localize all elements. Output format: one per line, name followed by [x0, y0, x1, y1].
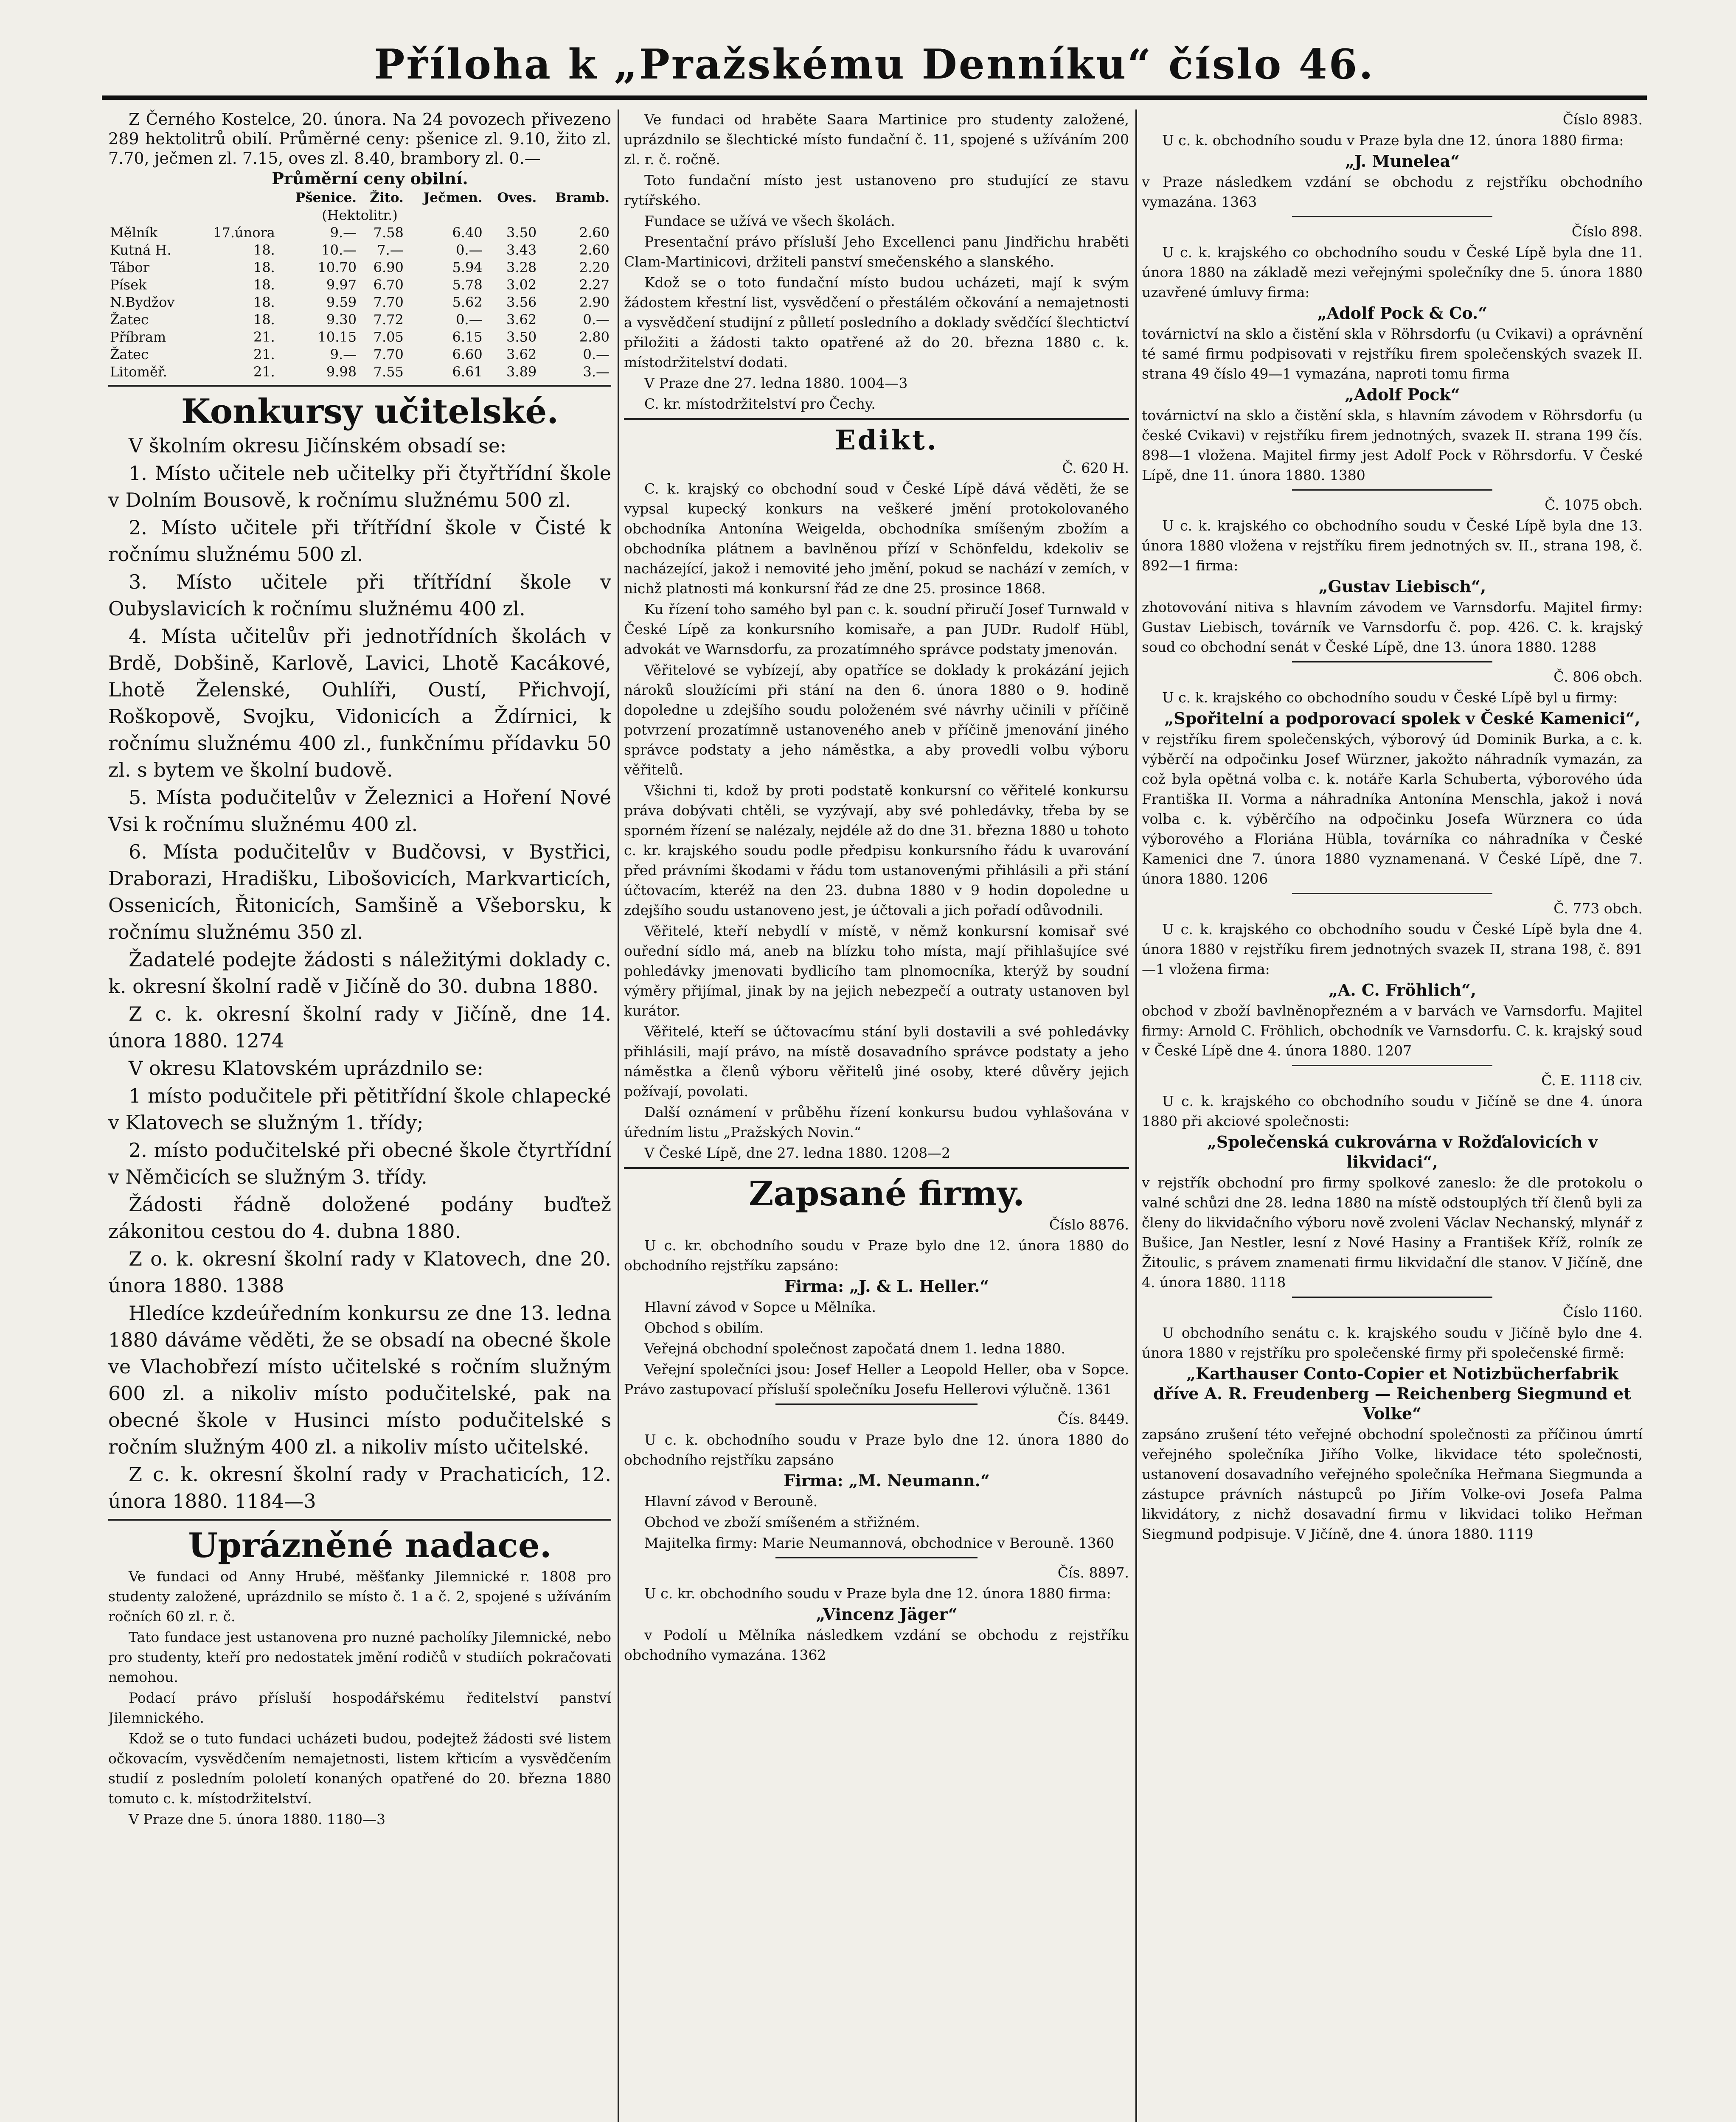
prices-cell: 3.28: [506, 259, 537, 275]
market-report: Z Černého Kostelce, 20. února. Na 24 povozech přivezeno 289 hektolitrů obilí. Průměrné ceny: pšenice zl. 9.10, žito zl. 7.70, ječmen zl. 7.15, oves zl. 8.40, brambory zl. 0.—: [108, 110, 611, 168]
prices-cell: 17.února: [213, 225, 275, 241]
prices-cell: 10.—: [321, 242, 357, 258]
prices-cell: Písek: [110, 277, 147, 293]
paragraph: Fundace se užívá ve všech školách.: [644, 213, 895, 229]
konkursy-body: [108, 432, 611, 1515]
prices-row: [108, 276, 611, 294]
prices-cell: 9.59: [326, 294, 357, 310]
prices-cell: 7.05: [373, 329, 404, 345]
prices-cell: 10.15: [317, 329, 357, 345]
divider: [108, 385, 611, 387]
entry-body: U c. k. krajského co obchodního soudu v České Lípě byla dne 13. února 1880 vložena v rejstříku firem jednotných sv. II., strana 198, č. 892—1 firma:: [1142, 517, 1643, 574]
short-divider: [1292, 1297, 1492, 1298]
prices-cell: 10.70: [317, 259, 357, 275]
paragraph: Kdož se o tuto fundaci ucházeti budou, podejtež žádosti své listem očkovacím, vysvědčením nemajetnosti, listem křticím a vysvědčením studií z posledním pololetí konaných opatřené do 20. března 1880 tomuto c. k. místodržitelství.: [108, 1730, 611, 1807]
firm-line: Veřejní společníci jsou: Josef Heller a Leopold Heller, oba v Sopce. Právo zastupovací přísluší společníku Josefu Hellerovi výlučně. 1361: [624, 1361, 1129, 1398]
prices-cell: 0.—: [583, 312, 610, 328]
paragraph: V Praze dne 5. února 1880. 1180—3: [129, 1811, 386, 1827]
prices-cell: 5.78: [452, 277, 483, 293]
prices-cell: Kutná H.: [110, 242, 171, 258]
prices-header-row: [108, 189, 611, 207]
prices-cell: 5.62: [452, 294, 483, 310]
firm-name: Firma: „M. Neumann.“: [784, 1471, 990, 1490]
prices-cell: 2.20: [579, 259, 610, 275]
prices-cell: 2.60: [579, 242, 610, 258]
entry-number: Č. E. 1118 civ.: [1541, 1072, 1643, 1089]
firm-number: Čís. 8449.: [1057, 1411, 1129, 1427]
prices-cell: 7.58: [373, 225, 404, 241]
prices-cell: 3.62: [506, 312, 537, 328]
nadace-title: Uprázněné nadace.: [188, 1525, 552, 1565]
entry-number: Č. 806 obch.: [1553, 668, 1643, 685]
prices-cell: 6.60: [452, 346, 483, 362]
paragraph: 5. Místa podučitelův v Železnici a Hoření Nové Vsi k ročnímu služnému 400 zl.: [108, 786, 611, 836]
prices-cell: Mělník: [110, 225, 158, 241]
entry-after: obchod v zboží bavlněnopřezném a v barvách ve Varnsdorfu. Majitel firmy: Arnold C. Fröhlich, obchodník ve Varnsdorfu. C. k. krajský soud v České Lípě dne 4. února 1880. 1207: [1142, 1002, 1643, 1059]
prices-cell: 7.70: [373, 294, 404, 310]
short-divider: [1292, 1065, 1492, 1066]
prices-cell: 6.70: [373, 277, 404, 293]
prices-header: Ječmen.: [423, 190, 483, 205]
entry-firm: „Adolf Pock“: [1345, 385, 1460, 404]
paragraph: Věřitelé, kteří se účtovacímu stání byli dostavili a své pohledávky přihlásili, mají právo, na místě dosavadního správce podstaty a jeho náměstka a členů výboru věřitelů jiné osoby, které důvěry jejich požívají, povolati.: [624, 1023, 1129, 1100]
paragraph: Všichni ti, kdož by proti podstatě konkursní co věřitelé konkursu práva dobývati chtěli, se vyzývají, aby své pohledávky, třeba by se sporném řízení se nalézaly, nejdéle až do dne 31. března 1880 u tohoto c. kr. krajského soudu podle předpisu konkursního řádu k uvarování před právními škodami v řádu tom ustanovenými přihlásili a při stání účtovacím, kteréž na den 23. dubna 1880 v 9 hodin dopoledne u zdejšího soudu ustanoveno jest, je účtovali a jich pořadí odůvodnili.: [624, 782, 1129, 918]
firm-number: Číslo 8876.: [1049, 1216, 1129, 1233]
paragraph: 2. Místo učitele při třítřídní škole v Čisté k ročnímu služnému 500 zl.: [108, 516, 611, 566]
entry-after: zhotovování nitiva s hlavním závodem ve Varnsdorfu. Majitel firmy: Gustav Liebisch, továrník ve Varnsdorfu č. pop. 426. C. k. krajský soud co obchodní senát v České Lípě, dne 13. února 1880. 1288: [1142, 599, 1643, 655]
entry-body: U c. k. krajského co obchodního soudu v České Lípě byla dne 4. února 1880 v rejstříku firem jednotných svazek II, strana 198, č. 891—1 vložena firma:: [1142, 921, 1643, 977]
paragraph: V Praze dne 27. ledna 1880. 1004—3: [644, 375, 908, 391]
prices-cell: 7.72: [373, 312, 404, 328]
column-2: [624, 109, 1129, 2122]
paragraph: Ve fundaci od Anny Hrubé, měšťanky Jilemnické r. 1808 pro studenty založené, uprázdnilo se místo č. 1 a č. 2, spojené s užíváním ročních 60 zl. r. č.: [108, 1568, 611, 1625]
paragraph: V okresu Klatovském uprázdnilo se:: [129, 1057, 483, 1080]
edikt-body: [624, 479, 1129, 1163]
column-divider: [1135, 109, 1137, 2122]
konkursy-title: Konkursy učitelské.: [181, 391, 559, 431]
firm-line: Majitelka firmy: Marie Neumannová, obchodnice v Berouně. 1360: [644, 1535, 1114, 1551]
prices-cell: Žatec: [110, 312, 149, 328]
entry-number: Číslo 8983.: [1562, 111, 1643, 128]
paragraph: Ve fundaci od hraběte Saara Martinice pro studenty založené, uprázdnilo se šlechtické místo fundační č. 11, spojené s užíváním 200 zl. r. č. ročně.: [624, 111, 1129, 168]
entry-firm: „Spořitelní a podporovací spolek v České Kamenici“,: [1164, 709, 1640, 728]
entry-firm: „Společenská cukrovárna v Rožďalovicích v likvidaci“,: [1207, 1132, 1598, 1171]
entry-body: U c. k. obchodního soudu v Praze byla dne 12. února 1880 firma:: [1162, 132, 1624, 149]
paragraph: 6. Místa podučitelův v Budčovsi, v Bystřici, Draborazi, Hradišku, Libošovicích, Markvarticích, Ossenicích, Řitonicích, Samšině a Všeborsku, k ročnímu služnému 350 zl.: [108, 840, 611, 943]
paragraph: V České Lípě, dne 27. ledna 1880. 1208—2: [644, 1145, 951, 1161]
paragraph: Kdož se o toto fundační místo budou ucházeti, mají k svým žádostem křestní list, vysvědčení o přestálém očkování a nemajetnosti a vysvědčení studijní z půlletí posledního a doklady svědčící šlechtictví přiložiti a žádosti takto opatřené až do 20. března 1880 c. k. místodržitelství dodati.: [624, 274, 1129, 371]
prices-cell: 3.50: [506, 329, 537, 345]
prices-row: [108, 328, 611, 346]
entry-number: Č. 773 obch.: [1553, 900, 1643, 917]
prices-table: [108, 189, 611, 381]
firm-line: Obchod s obilím.: [644, 1319, 764, 1336]
prices-cell: Litoměř.: [110, 364, 167, 380]
divider: [624, 1167, 1129, 1169]
header-rule: [102, 95, 1647, 100]
prices-row: [108, 241, 611, 259]
firm-name: Firma: „J. & L. Heller.“: [784, 1277, 989, 1296]
paragraph: C. k. krajský co obchodní soud v České Lípě dává věděti, že se vypsal kupecký konkurs na veškeré jmění protokolovaného obchodníka Antonína Weigelda, obchodníka smíšeným zbožím a obchodníka plátnem a bavlněnou přízí v Schönfeldu, kdekoliv se nacházející, jakož i nemovité jeho jmění, pokud se nachází v zemích, v nichž platnosti má konkursní řád ze dne 25. prosince 1868.: [624, 480, 1129, 597]
entry-after: zapsáno zrušení této veřejné obchodní společnosti za příčinou úmrtí veřejného společníka Jiřího Volke, likvidace této společnosti, ustanovení dosavadního veřejného společníka Heřmana Siegmunda a zástupce právních nástupců po Jiřím Volke-ovi Josefa Palma likvidátory, z nichž dosavadní firmu v likvidaci toliko Heřman Siegmund podpisuje. V Jičíně, dne 4. února 1880. 1119: [1142, 1426, 1643, 1542]
paragraph: Z o. k. okresní školní rady v Klatovech, dne 20. února 1880. 1388: [108, 1247, 611, 1297]
paragraph: Z c. k. okresní školní rady v Prachaticích, 12. února 1880. 1184—3: [108, 1463, 611, 1513]
prices-cell: 3.50: [506, 225, 537, 241]
prices-cell: Příbram: [110, 329, 166, 345]
prices-row: [108, 311, 611, 328]
firm-number: Čís. 8897.: [1057, 1564, 1129, 1581]
prices-cell: 2.90: [579, 294, 610, 310]
prices-row: [108, 363, 611, 381]
divider: [108, 1519, 611, 1521]
entry-body: U c. k. krajského co obchodního soudu v České Lípě byla dne 11. února 1880 na základě mezi veřejnými společníky dne 5. února 1880 uzavřené úmluvy firma:: [1142, 244, 1643, 300]
paragraph: 1. Místo učitele neb učitelky při čtyřtřídní škole v Dolním Bousově, k ročnímu služnému 500 zl.: [108, 462, 611, 511]
prices-cell: 9.98: [326, 364, 357, 380]
edikt-number: Č. 620 H.: [1062, 460, 1129, 476]
entry-firm: „J. Munelea“: [1345, 152, 1460, 171]
entry-number: Číslo 1160.: [1562, 1304, 1643, 1320]
prices-cell: 6.40: [452, 225, 483, 241]
prices-cell: Tábor: [110, 259, 149, 275]
paragraph: 2. místo podučitelské při obecné škole čtyrtřídní v Němčicích se služným 3. třídy.: [108, 1139, 611, 1188]
entry-firm: „Gustav Liebisch“,: [1318, 577, 1486, 596]
prices-cell: 5.94: [452, 259, 483, 275]
firmy-title: Zapsané firmy.: [748, 1173, 1025, 1213]
prices-cell: 3.43: [506, 242, 537, 258]
firm-line: Hlavní závod v Berouně.: [644, 1493, 818, 1510]
prices-cell: 6.15: [452, 329, 483, 345]
short-divider: [1292, 893, 1492, 894]
entry-number: Číslo 898.: [1571, 223, 1643, 240]
paragraph: V školním okresu Jičínském obsadí se:: [129, 434, 507, 457]
paragraph: Tato fundace jest ustanovena pro nuzné pacholíky Jilemnické, nebo pro studenty, kteří pro nedostatek jmění rodičů v studiích pokračovati nemohou.: [108, 1629, 611, 1685]
prices-header: Žito.: [370, 190, 404, 205]
prices-title: Průměrní ceny obilní.: [272, 169, 468, 188]
prices-cell: 0.—: [456, 242, 483, 258]
prices-cell: 7.—: [377, 242, 404, 258]
entry-after: v rejstříku firem společenských, výborový úd Dominik Burka, a c. k. výběrčí na odpočinku Josef Würzner, jakožto náhradník vymazán, za což byla opětná volba c. k. notáře Karla Schuberta, výborového úda Františka II. Vorma a náhradníka Antonína Menschla, jakož i nová volba c. k. výběrčího na odpočinku Josefa Würznera co úda výborového a Floriána Hübla, továrníka co náhradníka v České Kamenici dne 7. února 1880 vyznamenaná. V České Lípě, dne 7. února 1880. 1206: [1142, 731, 1643, 887]
prices-cell: 0.—: [583, 346, 610, 362]
firm-name: „Vincenz Jäger“: [816, 1605, 958, 1624]
firm-line: v Podolí u Mělníka následkem vzdání se obchodu z rejstříku obchodního vymazána. 1362: [624, 1627, 1129, 1663]
prices-cell: 7.55: [373, 364, 404, 380]
prices-cell: 18.: [253, 277, 275, 293]
prices-cell: 6.90: [373, 259, 404, 275]
prices-row: [108, 259, 611, 276]
prices-header: Oves.: [497, 190, 537, 205]
paragraph: Žádosti řádně doložené podány buďtež zákonitou cestou do 4. dubna 1880.: [108, 1193, 611, 1243]
entry-body: U c. k. krajského co obchodního soudu v Jičíně se dne 4. února 1880 při akciové společnosti:: [1142, 1093, 1643, 1129]
entry-firm: „Karthauser Conto-Copier et Notizbücherfabrik dříve A. R. Freudenberg — Reichenberg Siegmund et Volke“: [1153, 1364, 1631, 1423]
nadace-body-2: [624, 109, 1129, 414]
column-divider: [618, 109, 619, 2122]
short-divider: [775, 1557, 978, 1558]
divider: [624, 418, 1129, 420]
firm-line: Hlavní závod v Sopce u Mělníka.: [644, 1299, 876, 1315]
paragraph: Toto fundační místo jest ustanoveno pro studující ze stavu rytířského.: [624, 172, 1129, 208]
short-divider: [1292, 216, 1492, 217]
prices-cell: 9.30: [326, 312, 357, 328]
prices-unit: (Hektolitr.): [322, 207, 398, 223]
prices-cell: 0.—: [456, 312, 483, 328]
prices-row: [108, 346, 611, 363]
column-1: [108, 109, 611, 2122]
paragraph: Hledíce kzdeúředním konkursu ze dne 13. ledna 1880 dáváme věděti, že se obsadí na obecné škole ve Vlachobřezí místo učitelské s ročním služným 600 zl. a nikoliv místo podučitelské, pak na obecné škole v Husinci místo podučitelské s ročním služným 400 zl. a nikoliv místo učitelské.: [108, 1302, 611, 1458]
entry-after: továrnictví na sklo a čistění skla, s hlavním závodem v Röhrsdorfu (u české Cvikavi) v rejstříku firem jednotných, svazek II. strana 199 čís. 898—1 vložena. Majitel firmy jest Adolf Pock v Röhrsdorfu. V České Lípě, dne 11. února 1880. 1380: [1142, 407, 1643, 483]
prices-cell: 9.97: [326, 277, 357, 293]
paragraph: 3. Místo učitele při třítřídní škole v Oubyslavicích k ročnímu služnému 400 zl.: [108, 570, 611, 620]
prices-cell: 7.70: [373, 346, 404, 362]
paragraph: Další oznámení v průběhu řízení konkursu budou vyhlašována v úředním listu „Pražských Novin.“: [624, 1104, 1129, 1140]
firm-line: Veřejná obchodní společnost započatá dnem 1. ledna 1880.: [644, 1340, 1065, 1357]
prices-cell: 2.80: [579, 329, 610, 345]
prices-cell: 2.60: [579, 225, 610, 241]
paragraph: 1 místo podučitele při pětitřídní škole chlapecké v Klatovech se služným 1. třídy;: [108, 1084, 611, 1134]
firm-intro: U c. kr. obchodního soudu v Praze byla dne 12. února 1880 firma:: [644, 1585, 1111, 1602]
paragraph: 4. Místa učitelův při jednotřídních školách v Brdě, Dobšině, Karlově, Lavici, Lhotě Kacákové, Lhotě Želenské, Ouhlíři, Oustí, Přichvojí, Roškopově, Svojku, Vidonicích a Ždírnici, k ročnímu služnému 400 zl., funkčnímu přídavku 50 zl. s bytem ve školní budově.: [108, 625, 611, 781]
short-divider: [1292, 661, 1492, 662]
prices-cell: 3.—: [583, 364, 610, 380]
prices-cell: 3.62: [506, 346, 537, 362]
prices-cell: 3.02: [506, 277, 537, 293]
entry-after: v rejstřík obchodní pro firmy spolkové zaneslo: že dle protokolu o valné schůzi dne 28. ledna 1880 na místě odstouplých tří členů byli za členy do likvidačního výboru nově zvoleni Václav Nechanský, mlynář z Bušice, Jan Nestler, lesní z Nové Hasiny a František Kříž, rolník ze Žitoulic, s právem znamenati firmu likvidační dle stanov. V Jičíně, dne 4. února 1880. 1118: [1142, 1174, 1643, 1291]
short-divider: [1292, 489, 1492, 491]
prices-cell: 21.: [253, 364, 275, 380]
prices-cell: 6.61: [452, 364, 483, 380]
paragraph: C. kr. místodržitelství pro Čechy.: [644, 396, 876, 412]
paragraph: Z c. k. okresní školní rady v Jičíně, dne 14. února 1880. 1274: [108, 1002, 611, 1052]
paragraph: Presentační právo přísluší Jeho Excellenci panu Jindřichu hraběti Clam-Martinicovi, držiteli panství smečenského a slanského.: [624, 233, 1129, 270]
entry-body: U obchodního senátu c. k. krajského soudu v Jičíně bylo dne 4. února 1880 v rejstříku pro společenské firmy při společenské firmě:: [1142, 1325, 1643, 1361]
firm-intro: U c. k. obchodního soudu v Praze bylo dne 12. února 1880 do obchodního rejstříku zapsáno: [624, 1432, 1129, 1468]
prices-row: [108, 224, 611, 241]
edikt-title: Edikt.: [834, 424, 939, 456]
entry-number: Č. 1075 obch.: [1545, 497, 1643, 513]
prices-cell: Žatec: [110, 346, 149, 362]
paragraph: Podací právo přísluší hospodářskému ředitelství panství Jilemnického.: [108, 1690, 611, 1726]
prices-cell: 2.27: [579, 277, 610, 293]
entry-firm: „A. C. Fröhlich“,: [1329, 980, 1476, 999]
column-3: [1142, 109, 1643, 2122]
page-header: Příloha k „Pražskému Denníku“ číslo 46.: [374, 40, 1375, 88]
prices-cell: 3.89: [506, 364, 537, 380]
prices-cell: N.Bydžov: [110, 294, 175, 310]
prices-cell: 18.: [253, 259, 275, 275]
prices-row: [108, 294, 611, 311]
paragraph: Věřitelé, kteří nebydlí v místě, v němž konkursní komisař své ouřední sídlo má, aneb na blízku toho místa, mají přihlašujíce své pohledávky jmenovati bydlicího tam plnomocníka, kterýž by soudní výměry přijímal, jinak by na jejich nebezpečí a outraty ustanoven byl kurátor.: [624, 923, 1129, 1019]
prices-cell: 21.: [253, 329, 275, 345]
firm-line: Obchod ve zboží smíšeném a střižném.: [644, 1514, 920, 1530]
firm-entries: [1142, 109, 1643, 1544]
prices-cell: 18.: [253, 294, 275, 310]
prices-cell: 9.—: [330, 225, 357, 241]
nadace-body: [108, 1566, 611, 1829]
firmy-body: [624, 1215, 1129, 1665]
prices-cell: 18.: [253, 312, 275, 328]
paragraph: Ku řízení toho samého byl pan c. k. soudní přiručí Josef Turnwald v České Lípě za konkursního komisaře, a pan JUDr. Rudolf Hübl, advokát ve Warnsdorfu, za prozatímného správce podstaty jmenován.: [624, 601, 1129, 657]
prices-cell: 3.56: [506, 294, 537, 310]
prices-cell: 9.—: [330, 346, 357, 362]
firm-intro: U c. kr. obchodního soudu v Praze bylo dne 12. února 1880 do obchodního rejstříku zapsáno:: [624, 1237, 1129, 1274]
short-divider: [775, 1403, 978, 1405]
entry-firm: „Adolf Pock & Co.“: [1317, 303, 1488, 323]
entry-body: U c. k. krajského co obchodního soudu v České Lípě byl u firmy:: [1162, 689, 1618, 706]
paragraph: Žadatelé podejte žádosti s náležitými doklady c. k. okresní školní radě v Jičíně do 30. dubna 1880.: [108, 948, 611, 998]
prices-header: Pšenice.: [295, 190, 357, 205]
entry-after: v Praze následkem vzdání se obchodu z rejstříku obchodního vymazána. 1363: [1142, 174, 1643, 210]
paragraph: Věřitelové se vybízejí, aby opatříce se doklady k prokázání jejich nároků sloužícími při stání na den 6. února 1880 o 9. hodině dopoledne u zdejšího soudu položeném své návrhy učinili v příčině potvrzení prozatímně ustanoveného aneb v příčině jmenování jiného správce podstaty a jeho náměstka, a aby provedli volbu výboru věřitelů.: [624, 662, 1129, 778]
prices-header: Bramb.: [555, 190, 610, 205]
prices-cell: 21.: [253, 346, 275, 362]
entry-after: továrnictví na sklo a čistění skla v Röhrsdorfu (u Cvikavi) a oprávnění té samé firmu podpisovati v rejstříku firem společenských svazek II. strana 49 číslo 49—1 vymazána, naproti tomu firma: [1142, 326, 1643, 382]
prices-cell: 18.: [253, 242, 275, 258]
